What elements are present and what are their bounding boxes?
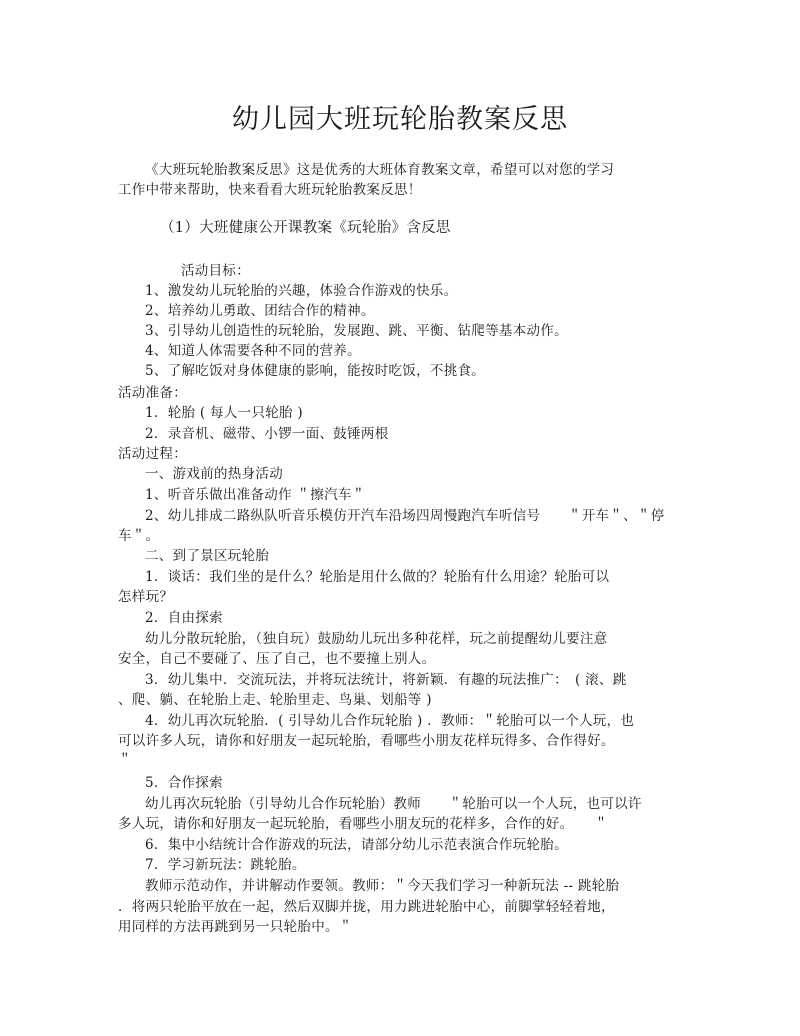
process-line: 4．幼儿再次玩轮胎．( 引导幼儿合作玩轮胎 ) ．教师：＂轮胎可以一个人玩，也 bbox=[145, 713, 635, 729]
process-line: 多人玩，请你和好朋友一起玩轮胎，看哪些小朋友玩的花样多，合作的好。 ＂ bbox=[118, 816, 609, 832]
prep-item: 1．轮胎 ( 每人一只轮胎 ) bbox=[145, 405, 303, 421]
prep-item: 2．录音机、磁带、小锣一面、鼓锤两根 bbox=[145, 426, 389, 442]
process-line: 2、幼儿排成二路纵队听音乐模仿开汽车沿场四周慢跑汽车听信号 ＂开车＂、＂停 bbox=[145, 508, 665, 524]
process-line: ．将两只轮胎平放在一起，然后双脚并拢，用力跳进轮胎中心，前脚掌轻轻着地， bbox=[118, 899, 615, 915]
process-line: 2．自由探索 bbox=[145, 610, 223, 626]
process-line: ＂ bbox=[118, 752, 132, 768]
process-line: 车＂。 bbox=[118, 528, 160, 544]
goal-item: 5、了解吃饭对身体健康的影响，能按时吃饭，不挑食。 bbox=[145, 363, 486, 379]
process-line: 幼儿再次玩轮胎（引导幼儿合作玩轮胎）教师 ＂轮胎可以一个人玩，也可以许 bbox=[145, 796, 642, 812]
process-heading: 活动过程： bbox=[118, 446, 187, 462]
goal-item: 3、引导幼儿创造性的玩轮胎，发展跑、跳、平衡、钻爬等基本动作。 bbox=[145, 323, 568, 339]
section-title: （1）大班健康公开课教案《玩轮胎》含反思 bbox=[160, 220, 451, 236]
goals-heading: 活动目标： bbox=[181, 263, 250, 279]
process-line: 3．幼儿集中．交流玩法，并将玩法统计，将新颖．有趣的玩法推广： ( 滚、跳 bbox=[145, 672, 627, 688]
process-line: 1、听音乐做出准备动作 ＂擦汽车＂ bbox=[145, 487, 366, 503]
process-line: 用同样的方法再跳到另一只轮胎中。＂ bbox=[118, 919, 353, 935]
process-line: 二、到了景区玩轮胎 bbox=[145, 548, 270, 564]
process-line: 5．合作探索 bbox=[145, 775, 223, 791]
goal-item: 2、培养幼儿勇敢、团结合作的精神。 bbox=[145, 303, 375, 319]
process-line: 安全，自己不要碰了、压了自己，也不要撞上别人。 bbox=[118, 651, 436, 667]
goal-item: 1、激发幼儿玩轮胎的兴趣，体验合作游戏的快乐。 bbox=[145, 283, 458, 299]
intro-line: 《大班玩轮胎教案反思》这是优秀的大班体育教案文章，希望可以对您的学习 bbox=[145, 162, 615, 178]
process-line: 6．集中小结统计合作游戏的玩法，请部分幼儿示范表演合作玩轮胎。 bbox=[145, 837, 568, 853]
process-line: 7．学习新玩法：跳轮胎。 bbox=[145, 857, 306, 873]
process-line: 教师示范动作，并讲解动作要领。教师：＂今天我们学习一种新玩法 -- 跳轮胎 bbox=[145, 878, 620, 894]
process-line: 、爬、躺、在轮胎上走、轮胎里走、鸟巢、划船等 ) bbox=[118, 692, 432, 708]
intro-line: 工作中带来帮助，快来看看大班玩轮胎教案反思！ bbox=[118, 182, 422, 198]
prep-heading: 活动准备： bbox=[118, 385, 187, 401]
goal-item: 4、知道人体需要各种不同的营养。 bbox=[145, 343, 361, 359]
process-line: 幼儿分散玩轮胎，（独自玩）鼓励幼儿玩出多种花样，玩之前提醒幼儿要注意 bbox=[145, 631, 608, 647]
process-line: 可以许多人玩，请你和好朋友一起玩轮胎，看哪些小朋友花样玩得多、合作得好。 bbox=[118, 733, 615, 749]
process-line: 一、游戏前的热身活动 bbox=[145, 466, 283, 482]
document-title: 幼儿园大班玩轮胎教案反思 bbox=[232, 104, 568, 135]
process-line: 怎样玩？ bbox=[118, 589, 174, 605]
process-line: 1．谈话：我们坐的是什么？轮胎是用什么做的？轮胎有什么用途？轮胎可以 bbox=[145, 569, 610, 585]
